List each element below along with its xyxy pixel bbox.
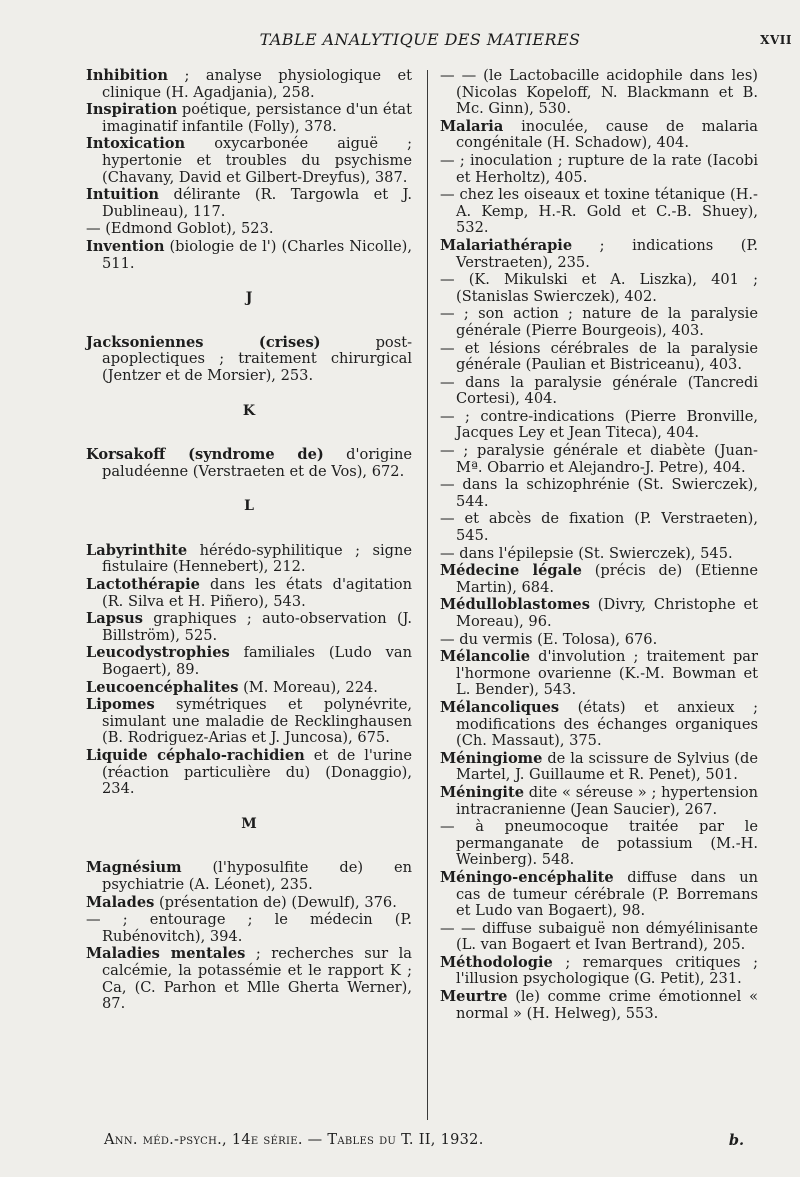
index-entry bbox=[86, 239, 412, 272]
index-entry bbox=[86, 577, 412, 610]
entry-text: (l'hyposulfite de) en psychiatrie (A. Léonet), 235. bbox=[102, 859, 412, 893]
index-term: Intuition bbox=[86, 186, 159, 204]
entry-text: d'origine paludéenne (Verstraeten et de Vos), 672. bbox=[102, 446, 413, 480]
index-entry bbox=[440, 272, 758, 305]
index-entry bbox=[440, 68, 758, 118]
index-term: Méningo-encéphalite bbox=[440, 868, 614, 886]
entry-text: ; remarques critiques ; l'illusion psychologique (G. Petit), 231. bbox=[456, 953, 758, 988]
index-entry bbox=[440, 306, 758, 339]
entry-text: — (K. Mikulski et A. Liszka), 401 ; (Stanislas Swierczek), 402. bbox=[440, 271, 758, 305]
index-entry bbox=[440, 119, 758, 152]
entry-text: graphiques ; auto-observation (J. Billström), 525. bbox=[102, 610, 412, 644]
entry-text: (M. Moreau), 224. bbox=[238, 678, 378, 696]
index-entry bbox=[440, 238, 758, 271]
entry-text: — dans la schizophrénie (St. Swierczek), 544. bbox=[440, 476, 758, 510]
entry-text: oxycarbonée aiguë ; hypertonie et troubles du psychisme (Chavany, David et Gilbert-Dreyfus), 387. bbox=[102, 135, 412, 186]
entry-text: ; recherches sur la calcémie, la potassémie et le rapport K ; Ca, (C. Parhon et Mlle Gherta Werner), 87. bbox=[102, 945, 412, 1013]
entry-text: d'involution ; traitement par l'hormone ovarienne (K.-M. Bowman et L. Bender), 543. bbox=[456, 648, 758, 699]
entry-text: — ; entourage ; le médecin (P. Rubénovitch), 394. bbox=[86, 911, 412, 945]
index-term: Mélancoliques bbox=[440, 698, 560, 716]
page-footer bbox=[104, 1132, 744, 1148]
index-entry bbox=[86, 136, 412, 186]
entry-text: post-apoplectiques ; traitement chirurgical (Jentzer et de Morsier), 253. bbox=[102, 333, 412, 384]
index-entry bbox=[440, 649, 758, 699]
index-term: Malaria bbox=[440, 117, 504, 135]
index-entry bbox=[86, 187, 412, 220]
index-term: Lapsus bbox=[86, 610, 143, 628]
index-entry bbox=[440, 700, 758, 750]
index-entry bbox=[86, 697, 412, 747]
index-term: Malariathérapie bbox=[440, 236, 573, 254]
entry-text: — du vermis (E. Tolosa), 676. bbox=[440, 630, 658, 648]
index-term: Méningite bbox=[440, 783, 524, 801]
index-entry bbox=[86, 611, 412, 644]
index-entry bbox=[440, 546, 758, 563]
entry-text: familiales (Ludo van Bogaert), 89. bbox=[102, 644, 412, 679]
entry-text: ; analyse physiologique et clinique (H. Agadjania), 258. bbox=[102, 67, 412, 101]
index-entry bbox=[86, 335, 412, 385]
index-entry bbox=[86, 102, 412, 135]
index-entry bbox=[440, 819, 758, 869]
index-entry bbox=[440, 443, 758, 476]
right-column bbox=[440, 68, 758, 1023]
index-entry bbox=[86, 895, 412, 912]
entry-text: (états) et anxieux ; modifications des échanges organiques (Ch. Massaut), 375. bbox=[456, 698, 758, 750]
index-entry bbox=[440, 870, 758, 920]
index-entry bbox=[440, 153, 758, 186]
entry-text: — ; contre-indications (Pierre Bronville, Jacques Ley et Jean Titeca), 404. bbox=[440, 407, 758, 442]
index-term: Médecine légale bbox=[440, 562, 582, 580]
entry-text: — ; son action ; nature de la paralysie générale (Pierre Bourgeois), 403. bbox=[440, 305, 758, 339]
index-term: Méthodologie bbox=[440, 953, 553, 971]
index-term: Liquide céphalo-rachidien bbox=[86, 747, 305, 764]
letter-heading: L bbox=[244, 498, 254, 515]
page-number: XVII bbox=[760, 33, 792, 47]
index-term: Leucoencéphalites bbox=[86, 678, 239, 696]
index-term: Labyrinthite bbox=[86, 541, 188, 559]
index-term: Inhibition bbox=[86, 67, 168, 84]
signature-mark: b. bbox=[728, 1132, 744, 1149]
index-entry bbox=[440, 632, 758, 649]
letter-heading: M bbox=[241, 815, 257, 832]
index-entry bbox=[86, 912, 412, 945]
entry-text: ; indications (P. Verstraeten), 235. bbox=[456, 236, 758, 271]
entry-text: dite « séreuse » ; hypertension intracranienne (Jean Saucier), 267. bbox=[456, 783, 758, 818]
index-term: Inspiration bbox=[86, 101, 178, 119]
index-term: Meurtre bbox=[440, 988, 508, 1006]
entry-text: — et abcès de fixation (P. Verstraeten), 545. bbox=[440, 510, 758, 545]
index-entry bbox=[440, 563, 758, 596]
entry-text: — chez les oiseaux et toxine tétanique (H.-A. Kemp, H.-R. Gold et C.-B. Shuey), 532. bbox=[440, 186, 758, 237]
index-term: Magnésium bbox=[86, 859, 182, 877]
column-divider bbox=[427, 70, 428, 1120]
entry-text: — ; inoculation ; rupture de la rate (Iacobi et Herholtz), 405. bbox=[440, 151, 758, 186]
entry-text: — et lésions cérébrales de la paralysie générale (Paulian et Bistriceanu), 403. bbox=[440, 339, 758, 374]
entry-text: (biologie de l') (Charles Nicolle), 511. bbox=[102, 237, 412, 272]
index-term: Médulloblastomes bbox=[440, 596, 590, 614]
entry-text: diffuse dans un cas de tumeur cérébrale (P. Borremans et Ludo van Bogaert), 98. bbox=[456, 868, 758, 920]
letter-heading: K bbox=[242, 402, 256, 419]
footer-citation: Ann. méd.-psych., 14e série. — Tables du T. II, 1932. bbox=[104, 1132, 484, 1148]
index-entry bbox=[86, 68, 412, 101]
index-entry bbox=[86, 543, 412, 576]
index-entry bbox=[440, 751, 758, 784]
index-term: Mélancolie bbox=[440, 648, 531, 666]
index-term: Maladies mentales bbox=[86, 945, 246, 963]
entry-text: (le) comme crime émotionnel « normal » (H. Helweg), 553. bbox=[456, 988, 758, 1022]
entry-text: et de l'urine (réaction particulière du) (Donaggio), 234. bbox=[102, 747, 412, 798]
entry-text: (précis de) (Etienne Martin), 684. bbox=[456, 562, 758, 596]
index-entry bbox=[86, 680, 412, 697]
index-term: Lactothérapie bbox=[86, 576, 200, 594]
entry-text: hérédo-syphilitique ; signe fistulaire (Hennebert), 212. bbox=[102, 541, 412, 576]
letter-heading: J bbox=[245, 290, 253, 307]
index-entry bbox=[440, 409, 758, 442]
index-entry bbox=[440, 921, 758, 954]
entry-text: de la scissure de Sylvius (de Martel, J. Guillaume et R. Penet), 501. bbox=[456, 749, 758, 784]
entry-text: inoculée, cause de malaria congénitale (H. Schadow), 404. bbox=[456, 117, 758, 152]
index-entry bbox=[440, 511, 758, 544]
index-entry bbox=[86, 645, 412, 678]
entry-text: dans les états d'agitation (R. Silva et H. Piñero), 543. bbox=[102, 576, 412, 610]
index-entry bbox=[440, 477, 758, 510]
index-term: Leucodystrophies bbox=[86, 644, 230, 662]
entry-text: — dans la paralysie générale (Tancredi Cortesi), 404. bbox=[440, 373, 758, 408]
entry-text: (présentation de) (Dewulf), 376. bbox=[154, 893, 397, 911]
index-term: Jacksoniennes (crises) bbox=[86, 333, 321, 351]
entry-text: — — diffuse subaiguë non démyélinisante (L. van Bogaert et Ivan Bertrand), 205. bbox=[440, 919, 758, 954]
index-entry bbox=[440, 955, 758, 988]
entry-text: — ; paralysie générale et diabète (Juan-Mª. Obarrio et Alejandro-J. Petre), 404. bbox=[440, 442, 758, 476]
entry-text: symétriques et polynévrite, simulant une maladie de Recklinghausen (B. Rodriguez-Arias et J. Juncosa), 675. bbox=[102, 696, 412, 747]
index-term: Lipomes bbox=[86, 696, 155, 714]
index-term: Malades bbox=[86, 893, 155, 911]
index-entry bbox=[440, 341, 758, 374]
index-entry bbox=[440, 597, 758, 630]
entry-text: — — (le Lactobacille acidophile dans les) (Nicolas Kopeloff, N. Blackmann et B. Mc. Ginn), 530. bbox=[440, 67, 758, 118]
entry-text: — à pneumocoque traitée par le permanganate de potassium (M.-H. Weinberg). 548. bbox=[440, 818, 758, 869]
index-entry bbox=[86, 748, 412, 798]
running-title: TABLE ANALYTIQUE DES MATIERES bbox=[259, 30, 581, 49]
entry-text: — dans l'épilepsie (St. Swierczek), 545. bbox=[440, 544, 733, 562]
index-entry bbox=[440, 375, 758, 408]
index-entry bbox=[440, 187, 758, 237]
entry-text: — (Edmond Goblot), 523. bbox=[86, 220, 274, 238]
entry-text: délirante (R. Targowla et J. Dublineau), 117. bbox=[102, 186, 412, 220]
index-term: Korsakoff (syndrome de) bbox=[86, 446, 324, 464]
index-entry bbox=[86, 447, 412, 480]
index-term: Intoxication bbox=[86, 135, 186, 153]
index-term: Méningiome bbox=[440, 749, 543, 767]
index-entry bbox=[440, 989, 758, 1022]
index-entry bbox=[86, 860, 412, 893]
index-entry bbox=[86, 946, 412, 1012]
left-column bbox=[86, 68, 412, 1014]
entry-text: (Divry, Christophe et Moreau), 96. bbox=[456, 596, 758, 630]
index-term: Invention bbox=[86, 237, 165, 255]
index-entry bbox=[86, 221, 412, 238]
entry-text: poétique, persistance d'un état imaginatif infantile (Folly), 378. bbox=[102, 101, 412, 135]
index-entry bbox=[440, 785, 758, 818]
